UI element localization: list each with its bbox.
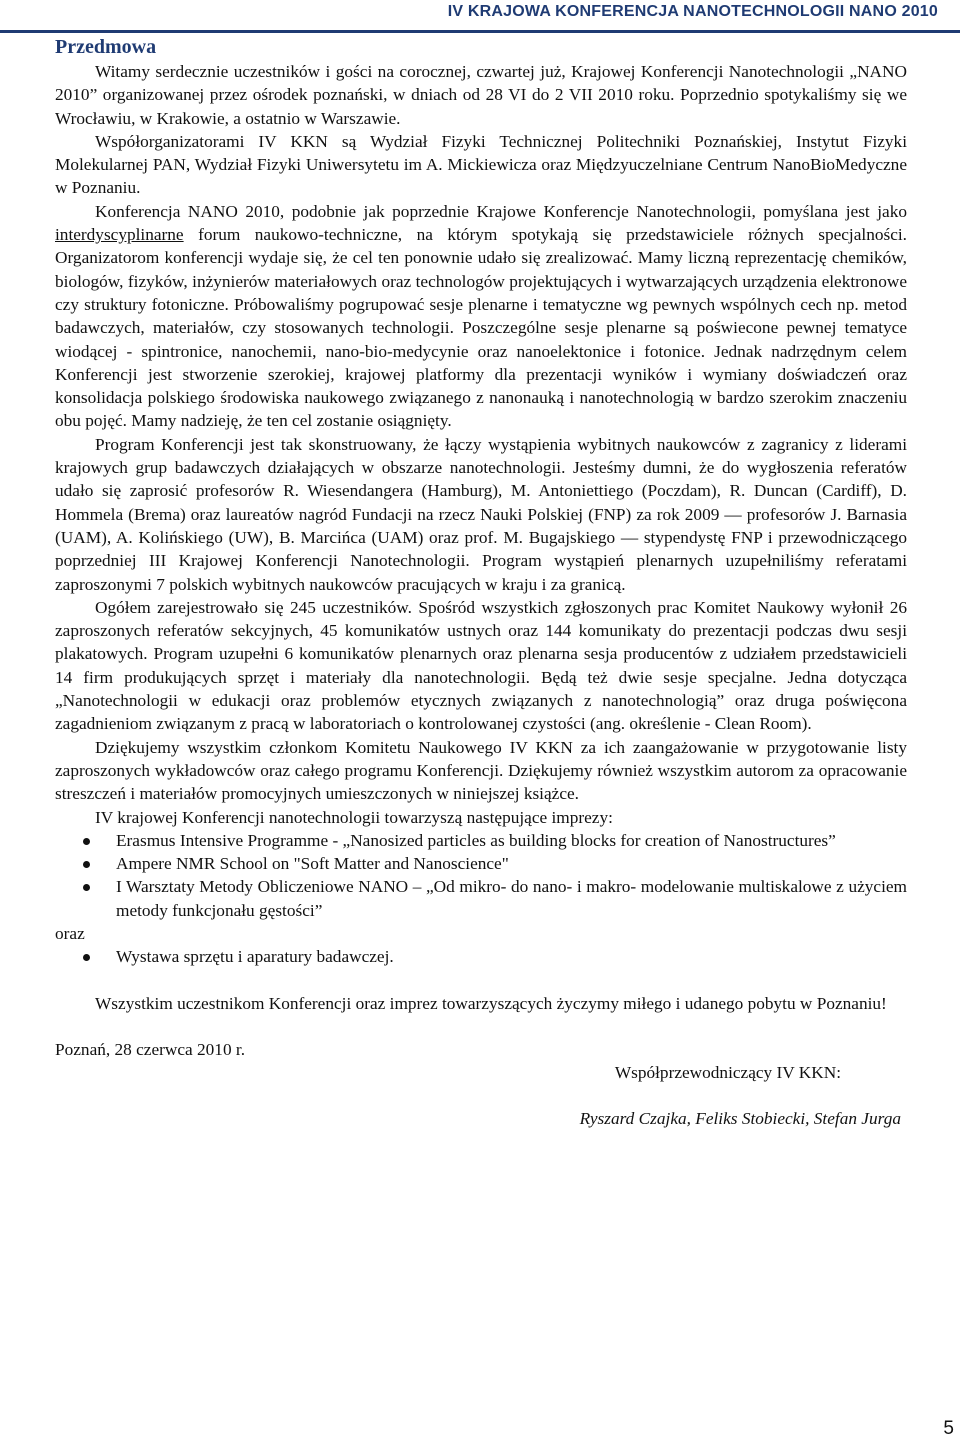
paragraph-welcome: Witamy serdecznie uczestników i gości na corocznej, czwartej już, Krajowej Konferencji Nanotechnologii „NANO 2010” organizowanej przez ośrodek poznański, w dniach od 28 VI do 2 VII 2010 roku. Poprzednio spotykaliśmy się we Wrocławiu, w Krakowie, a ostatnio w Warszawie. (55, 62, 907, 128)
signature-role: Współprzewodniczący IV KKN: (614, 1063, 841, 1083)
place-date: Poznań, 28 czerwca 2010 r. (55, 1039, 246, 1059)
list-item (55, 829, 907, 852)
paragraph-program: Program Konferencji jest tak skonstruowany, że łączy wystąpienia wybitnych naukowców z zagranicy z liderami krajowych grup badawczych działających w obszarze nanotechnologii. Jesteśmy dumni, że do wygłoszenia referatów udało się zaprosić profesorów R. Wiesendangera (Hamburg), M. Antoniettiego (Poczdam), R. Duncan (Cardiff), D. Hommela (Brema) oraz laureatów nagród Fundacji na rzecz Nauki Polskiej (FNP) za rok 2009 — profesorów J. Barnasia (UAM), A. Kolińskiego (UW), B. Marcińca (UAM) oraz prof. M. Bugajskiego — stypendystę FNP i przewodniczącego poprzedniej III Krajowej Konferencji Nanotechnologii. Program wystąpień plenarnych uzupełniliśmy referatami zaproszonymi 7 polskich wybitnych naukowców pracujących w kraju i za granicą. (55, 434, 907, 594)
bullet-icon (83, 838, 90, 845)
paragraph-scope-start: Konferencja NANO 2010, podobnie jak poprzednie Krajowe Konferencje Nanotechnologii, pomyślana jest jako (95, 201, 907, 221)
paragraph-events-intro: IV krajowej Konferencji nanotechnologii towarzyszą następujące imprezy: (95, 807, 613, 827)
conference-title: IV KRAJOWA KONFERENCJA NANOTECHNOLOGII NANO 2010 (447, 3, 938, 20)
events-list-final (55, 945, 907, 968)
paragraph-thanks: Dziękujemy wszystkim członkom Komitetu Naukowego IV KKN za ich zaangażowanie w przygotowanie listy zaproszonych wykładowców oraz całego programu Konferencji. Dziękujemy również wszystkim autorom za opracowanie streszczeń i materiałów promocyjnych umieszczonych w niniejszej książce. (55, 737, 907, 804)
bullet-icon (83, 884, 90, 891)
list-item (55, 875, 907, 922)
event-text: I Warsztaty Metody Obliczeniowe NANO – „Od mikro- do nano- i makro- modelowanie multiskalowe z użyciem metody funkcjonału gęstości” (116, 877, 907, 920)
bullet-icon (83, 861, 90, 868)
list-item (55, 945, 907, 968)
event-text: Erasmus Intensive Programme - „Nanosized particles as building blocks for creation of Nanostructures” (116, 830, 836, 850)
list-item (55, 852, 907, 875)
page-title: Przedmowa (55, 36, 157, 58)
page-header (0, 0, 960, 33)
signature-names: Ryszard Czajka, Feliks Stobiecki, Stefan Jurga (579, 1109, 901, 1129)
paragraph-scope-rest: forum naukowo-techniczne, na którym spotykają się przedstawiciele różnych specjalności. Organizatorom konferencji wydaje się, że cel ten ponownie udało się zrealizować. Mamy liczną reprezentację chemików, biologów, fizyków, inżynierów materiałowych oraz technologów projektujących i wytwarzających urządzenia elektronowe czy struktury fotoniczne. Próbowaliśmy pogrupować sesje plenarne i tematyczne wg pewnych wspólnych cech np. metod badawczych, materiałów, czy stosowanych technologii. Poszczególne sesje plenarne są poświecone pewnej tematyce wiodącej - spintronice, nanochemii, nano-bio-medycynie oraz nanoelektonice i fotonice. Jednak nadrzędnym celem Konferencji jest stworzenie szerokiej, krajowej platformy dla prezentacji wyników i wymiany doświadczeń oraz konsolidacja polskiego środowiska naukowego związanego z nanonauką i nanotechnologią w bardzo szerokim znaczeniu obu pojęć. Mamy nadzieję, że ten cel zostanie osiągnięty. (55, 225, 907, 431)
event-text: Ampere NMR School on "Soft Matter and Nanoscience" (116, 854, 509, 874)
events-list (55, 829, 907, 922)
page-number: 5 (943, 1418, 954, 1439)
paragraph-statistics: Ogółem zarejestrowało się 245 uczestników. Spośród wszystkich zgłoszonych prac Komitet Naukowy wyłonił 26 zaproszonych referatów sekcyjnych, 45 komunikatów ustnych oraz 144 komunikaty do prezentacji podczas dwu sesji plakatowych. Program uzupełni 6 komunikatów plenarnych oraz plenarna sesja producentów z udziałem przedstawicieli 14 firm produkujących sprzęt i materiały dla nanotechnologii. Będą też dwie sesje specjalne. Jedna dotycząca „Nanotechnologii w edukacji oraz problemów etycznych związanych z nanotechnologią” oraz druga poświęcona zagadnieniom związanym z pracą w laboratoriach o kontrolowanej czystości (ang. określenie - Clean Room). (55, 597, 907, 734)
bullet-icon (83, 954, 90, 961)
document-body (55, 34, 907, 1131)
paragraph-coorganizers: Współorganizatorami IV KKN są Wydział Fizyki Technicznej Politechniki Poznańskiej, Instytut Fizyki Molekularnej PAN, Wydział Fizyki Uniwersytetu im A. Mickiewicza oraz Międzyuczelniane Centrum NanoBioMedyczne w Poznaniu. (55, 131, 907, 198)
event-text: Wystawa sprzętu i aparatury badawczej. (116, 947, 394, 967)
oraz-label: oraz (55, 923, 85, 943)
paragraph-closing: Wszystkim uczestnikom Konferencji oraz imprez towarzyszących życzymy miłego i udanego pobytu w Poznaniu! (95, 993, 887, 1013)
paragraph-conference-scope (55, 200, 907, 433)
underlined-term: interdyscyplinarne (55, 225, 184, 245)
